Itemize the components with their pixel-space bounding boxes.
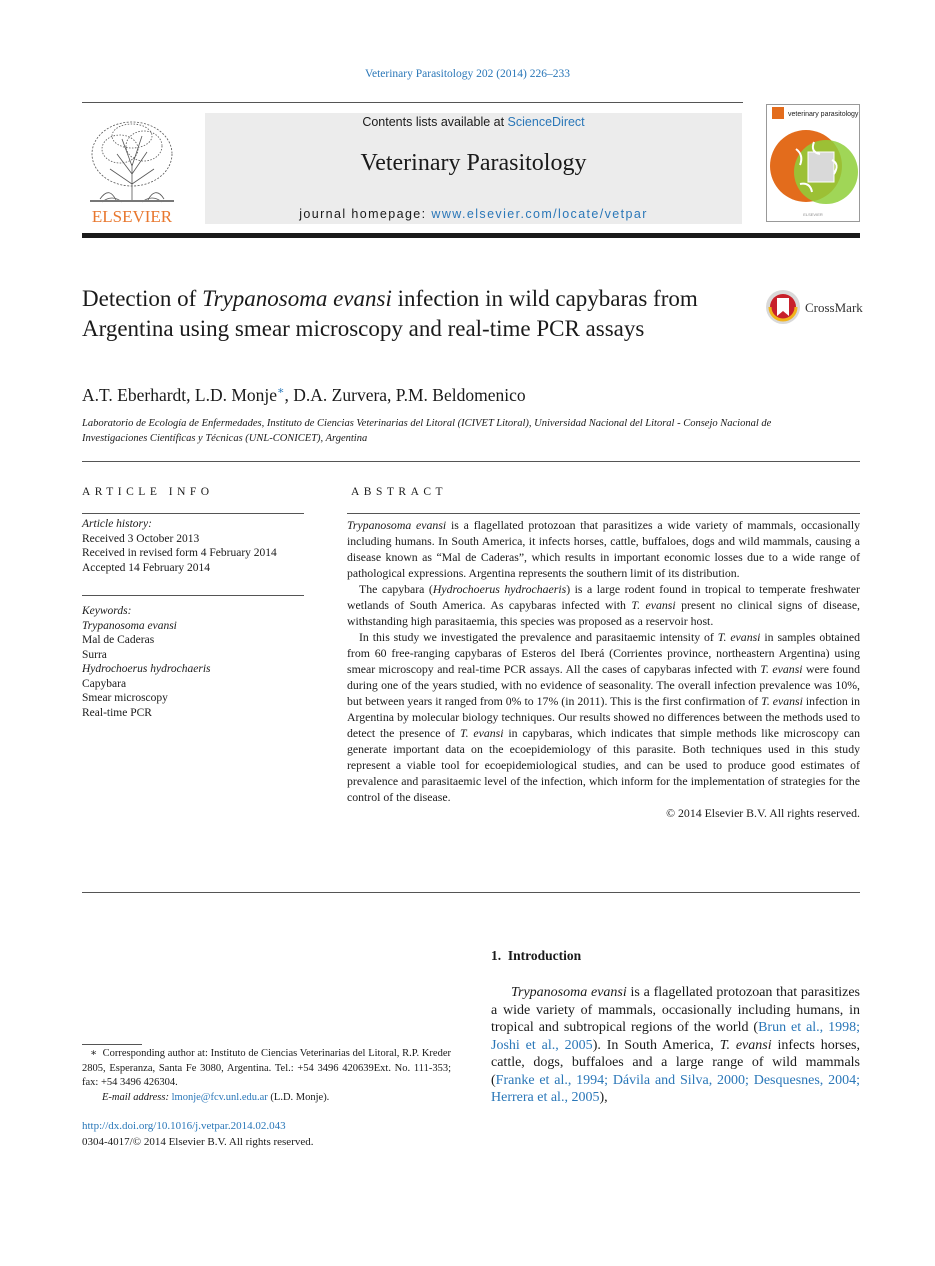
abstract-text: is a flagellated protozoan that parasitizes a wide variety of mammals, occasionally including humans. In South America, it infects horses, cattle, buffaloes, dogs and wild mammals, causing a disease known as “Mal de Caderas”, which results in important economic losses due to a wide range of pathological expressions. Argentina represents the southern limit of its distribution. xyxy=(347,518,860,580)
reference-link[interactable]: Brun et al., 1998; Joshi et al., 2005 xyxy=(491,1020,860,1053)
title-organism: Trypanosoma evansi xyxy=(202,286,392,311)
cover-title: veterinary parasitology xyxy=(788,111,859,118)
abstract-text: ) is a large rodent found in tropical to temperate freshwater wetlands of South America. As capybaras infected with xyxy=(347,582,860,612)
organism-name: Hydrochoerus hydrochaeris xyxy=(432,582,567,596)
abstract-text: present no clinical signs of disease, withstanding high parasitaemia, this species was proposed as a reservoir host. xyxy=(347,598,860,628)
body-text: infects horses, cattle, dogs, buffaloes and a large range of wild mammals ( xyxy=(491,1037,861,1088)
email-label: E-mail address: xyxy=(102,1091,169,1103)
corresponding-author-note: Corresponding author at: Instituto de Ciencias Veterinarias del Litoral, R.P. Kreder 2805, Esperanza, Santa Fe 3080, Argentina. Tel.: +54 3496 420639Ext. No. 111-353; fax: +54 3496 426304. xyxy=(82,1048,451,1088)
keywords-label: Keywords: xyxy=(82,605,132,617)
email-suffix: (L.D. Monje). xyxy=(267,1091,330,1103)
affiliation-rule xyxy=(82,461,860,462)
crossmark-label: CrossMark xyxy=(805,300,863,315)
email-link[interactable]: lmonje@fcv.unl.edu.ar xyxy=(171,1091,268,1103)
abstract-heading: ABSTRACT xyxy=(351,486,448,498)
organism-name: T. evansi xyxy=(717,630,761,644)
article-info-heading: ARTICLE INFO xyxy=(82,486,214,498)
journal-homepage xyxy=(205,207,742,221)
keyword: Real-time PCR xyxy=(82,706,152,719)
keywords-rule xyxy=(82,595,304,596)
abstract-text: The capybara ( xyxy=(359,582,433,596)
abstract-rule xyxy=(347,513,860,514)
abstract-text: In this study we investigated the prevalence and parasitaemic intensity of xyxy=(359,630,718,644)
keyword: Hydrochoerus hydrochaeris xyxy=(82,663,211,675)
authors-rest: , D.A. Zurvera, P.M. Beldomenico xyxy=(284,384,526,405)
journal-title: Veterinary Parasitology xyxy=(360,150,587,176)
title-part-2: infection in wild capybaras from Argentina using smear microscopy and real-time PCR assays xyxy=(82,286,698,341)
organism-name: T. evansi xyxy=(631,598,676,612)
revised-date: Received in revised form 4 February 2014 xyxy=(82,547,277,559)
footnote-mark: ∗ xyxy=(90,1048,98,1059)
svg-text:ELSEVIER: ELSEVIER xyxy=(803,212,823,217)
keyword: Trypanosoma evansi xyxy=(82,619,177,632)
contents-line xyxy=(205,115,742,129)
body-text: ). In South America, xyxy=(592,1037,720,1053)
header-thick-rule xyxy=(82,233,860,238)
section-title: Introduction xyxy=(507,948,582,963)
introduction-paragraph xyxy=(491,984,860,1107)
keyword: Smear microscopy xyxy=(82,692,168,704)
title-part-1: Detection of xyxy=(82,286,203,311)
sciencedirect-link[interactable]: ScienceDirect xyxy=(507,115,585,129)
affiliation: Laboratorio de Ecología de Enfermedades, Instituto de Ciencias Veterinarias del Litoral (ICIVET Litoral), Universidad Nacional del Litoral - Consejo Nacional de Investigaciones Científicas y Técnicas (UNL-CONICET), Argentina xyxy=(82,418,772,444)
accepted-date: Accepted 14 February 2014 xyxy=(82,561,211,574)
copyright-line: © 2014 Elsevier B.V. All rights reserved. xyxy=(666,806,860,820)
keyword: Capybara xyxy=(82,677,127,690)
abstract-paragraph-2 xyxy=(347,581,860,629)
received-date: Received 3 October 2013 xyxy=(82,532,200,545)
article-title xyxy=(82,284,742,343)
keyword: Mal de Caderas xyxy=(82,634,155,646)
organism-name: Trypanosoma evansi xyxy=(511,985,627,1000)
keyword: Surra xyxy=(82,648,107,661)
abstract-text: in capybaras, which indicates that simple methods like microscopy can generate important data on the ecoepidemiology of this parasite. Both techniques used in this study represent a viable tool for ecoepidemiological studies, and can be used to produce good estimates of prevalence and parasitaemic level of the infection, which inform for the implementation of strategies for the control of the disease. xyxy=(347,726,860,804)
abstract-text: in samples obtained from 60 free-ranging capybaras of Esteros del Iberá (Corrientes province, northeastern Argentina) using smear microscopy and real-time PCR assays. All the cases of capybaras infected with xyxy=(347,630,860,676)
footnote xyxy=(82,1047,451,1105)
section-number: 1. xyxy=(491,948,502,963)
elsevier-wordmark: ELSEVIER xyxy=(91,207,173,226)
journal-cover-thumbnail[interactable] xyxy=(766,104,860,222)
article-info-rule xyxy=(82,513,304,514)
reference-link[interactable]: Franke et al., 1994; Dávila and Silva, 2000; Desquesnes, 2004; Herrera et al., 2005 xyxy=(491,1072,860,1105)
abstract-paragraph-3 xyxy=(347,629,860,805)
contents-prefix: Contents lists available at xyxy=(362,115,508,129)
body-text: ), xyxy=(599,1090,608,1105)
introduction-heading xyxy=(491,948,581,964)
elsevier-logo xyxy=(82,114,182,226)
abstract-end-rule xyxy=(82,892,860,893)
organism-name: T. evansi xyxy=(719,1037,772,1053)
author-list xyxy=(82,384,526,406)
keywords xyxy=(82,604,312,720)
abstract-body xyxy=(347,517,860,821)
authors-first: A.T. Eberhardt, L.D. Monje xyxy=(82,384,278,405)
doi-link[interactable]: http://dx.doi.org/10.1016/j.vetpar.2014.02.043 xyxy=(82,1120,286,1132)
journal-citation[interactable]: Veterinary Parasitology 202 (2014) 226–233 xyxy=(364,68,571,80)
abstract-text: infection in Argentina by molecular biology techniques. Our results showed no differences between the methods used to detect the presence of xyxy=(347,694,860,740)
history-label: Article history: xyxy=(82,518,152,530)
header-rule xyxy=(82,102,743,103)
abstract-text: were found during one of the years studied, with no evidence of seasonality. The overall infection prevalence was 10%, but between years it ranged from 0% to 17% (in 2011). This is the first confirmation of xyxy=(347,662,860,708)
body-text: is a flagellated protozoan that parasitizes a wide variety of mammals, occasionally including humans, in tropical and subtropical regions of the world ( xyxy=(491,985,861,1035)
homepage-link[interactable]: www.elsevier.com/locate/vetpar xyxy=(431,207,648,221)
homepage-prefix: journal homepage: xyxy=(299,207,432,221)
organism-name: T. evansi xyxy=(760,662,803,676)
crossmark-badge[interactable] xyxy=(765,288,865,330)
organism-name: T. evansi xyxy=(761,694,803,708)
abstract-paragraph-1 xyxy=(347,517,860,581)
organism-name: Trypanosoma evansi xyxy=(347,518,447,532)
issn-line: 0304-4017/© 2014 Elsevier B.V. All rights reserved. xyxy=(82,1136,314,1148)
footnote-rule xyxy=(82,1044,142,1045)
article-history xyxy=(82,517,312,575)
organism-name: T. evansi xyxy=(459,726,504,740)
corresponding-author-mark[interactable]: ∗ xyxy=(277,385,285,397)
